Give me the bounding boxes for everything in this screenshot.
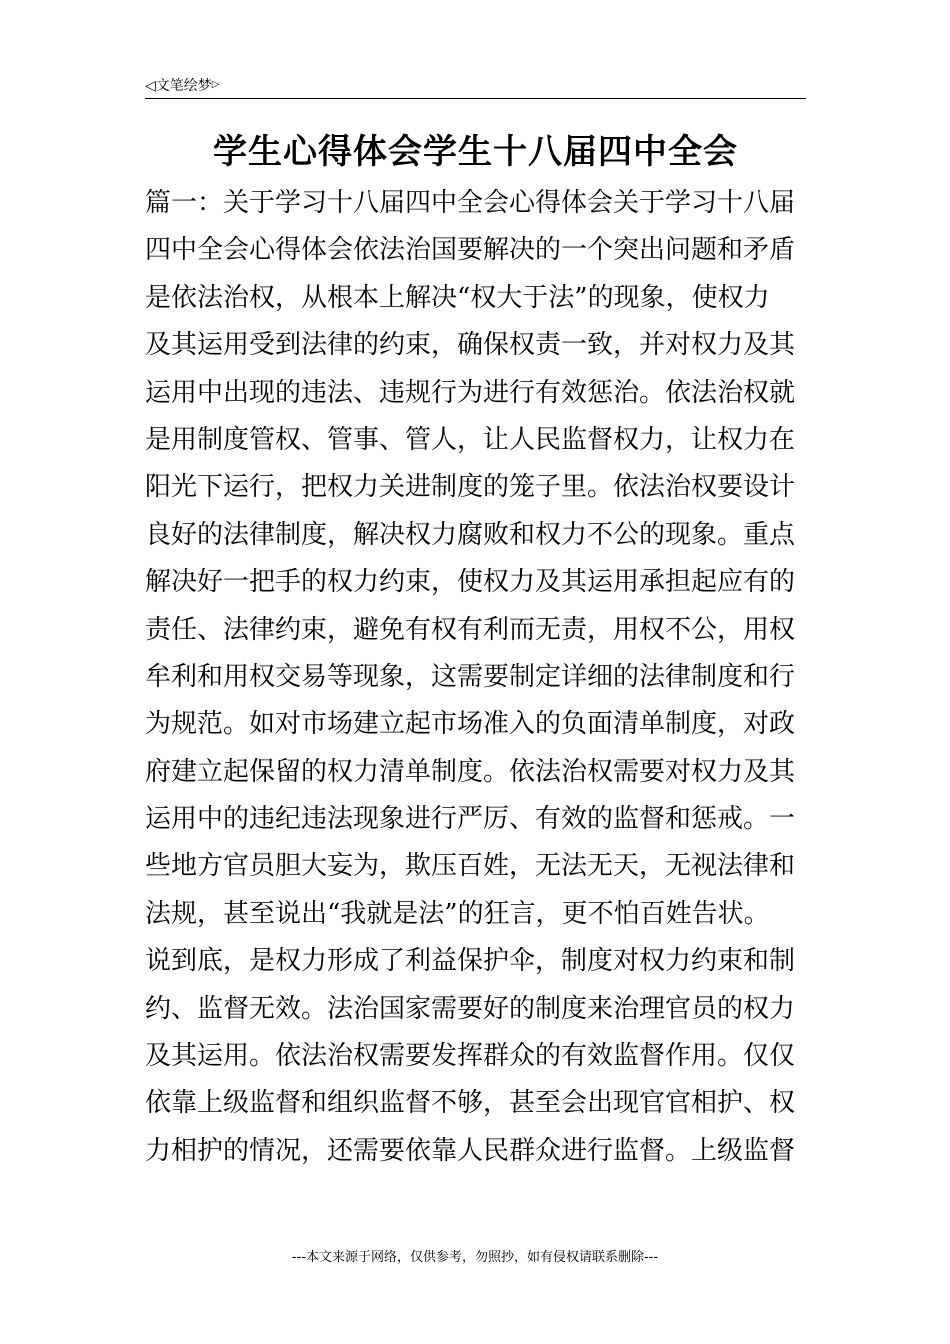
body-line: 力相护的情况，还需要依靠人民群众进行监督。上级监督 <box>145 1135 796 1166</box>
page-header <box>145 76 219 95</box>
body-line: 是依法治权，从根本上解决“权大于法”的现象，使权力 <box>145 282 770 313</box>
body-line: 及其运用。依法治权需要发挥群众的有效监督作用。仅仅 <box>145 1041 796 1072</box>
body-line: 说到底，是权力形成了利益保护伞，制度对权力约束和制 <box>145 946 796 977</box>
header-brand: 文笔绘梦 <box>155 78 212 94</box>
body-line: 篇一：关于学习十八届四中全会心得体会关于学习十八届 <box>145 188 796 218</box>
document-title: 学生心得体会学生十八届四中全会 <box>213 132 738 172</box>
document-body <box>145 180 815 1175</box>
body-line: 四中全会心得体会依法治国要解决的一个突出问题和矛盾 <box>145 235 796 266</box>
body-line: 约、监督无效。法治国家需要好的制度来治理官员的权力 <box>145 993 796 1024</box>
body-line: 解决好一把手的权力约束，使权力及其运用承担起应有的 <box>145 567 796 598</box>
body-line: 运用中出现的违法、违规行为进行有效惩治。依法治权就 <box>145 377 796 408</box>
body-line: 依靠上级监督和组织监督不够，甚至会出现官官相护、权 <box>145 1088 796 1119</box>
footer-notice: ---本文来源于网络，仅供参考，勿照抄，如有侵权请联系删除--- <box>291 1250 659 1265</box>
left-triangle-icon: ◁ <box>145 78 156 94</box>
body-line: 是用制度管权、管事、管人，让人民监督权力，让权力在 <box>145 424 796 455</box>
body-line: 些地方官员胆大妄为，欺压百姓，无法无天，无视法律和 <box>145 851 796 882</box>
body-line: 为规范。如对市场建立起市场准入的负面清单制度，对政 <box>145 709 796 740</box>
body-line: 阳光下运行，把权力关进制度的笼子里。依法治权要设计 <box>145 472 796 503</box>
body-line: 及其运用受到法律的约束，确保权责一致，并对权力及其 <box>145 330 796 361</box>
body-line: 良好的法律制度，解决权力腐败和权力不公的现象。重点 <box>145 519 796 550</box>
header-divider <box>145 98 806 99</box>
body-line: 运用中的违纪违法现象进行严厉、有效的监督和惩戒。一 <box>145 804 796 835</box>
body-line: 责任、法律约束，避免有权有利而无责，用权不公，用权 <box>145 614 796 645</box>
body-line: 法规，甚至说出“我就是法”的狂言，更不怕百姓告状。 <box>145 898 770 929</box>
right-triangle-icon: ▷ <box>211 79 220 90</box>
body-line: 牟利和用权交易等现象，这需要制定详细的法律制度和行 <box>145 661 796 692</box>
body-line: 府建立起保留的权力清单制度。依法治权需要对权力及其 <box>145 756 796 787</box>
